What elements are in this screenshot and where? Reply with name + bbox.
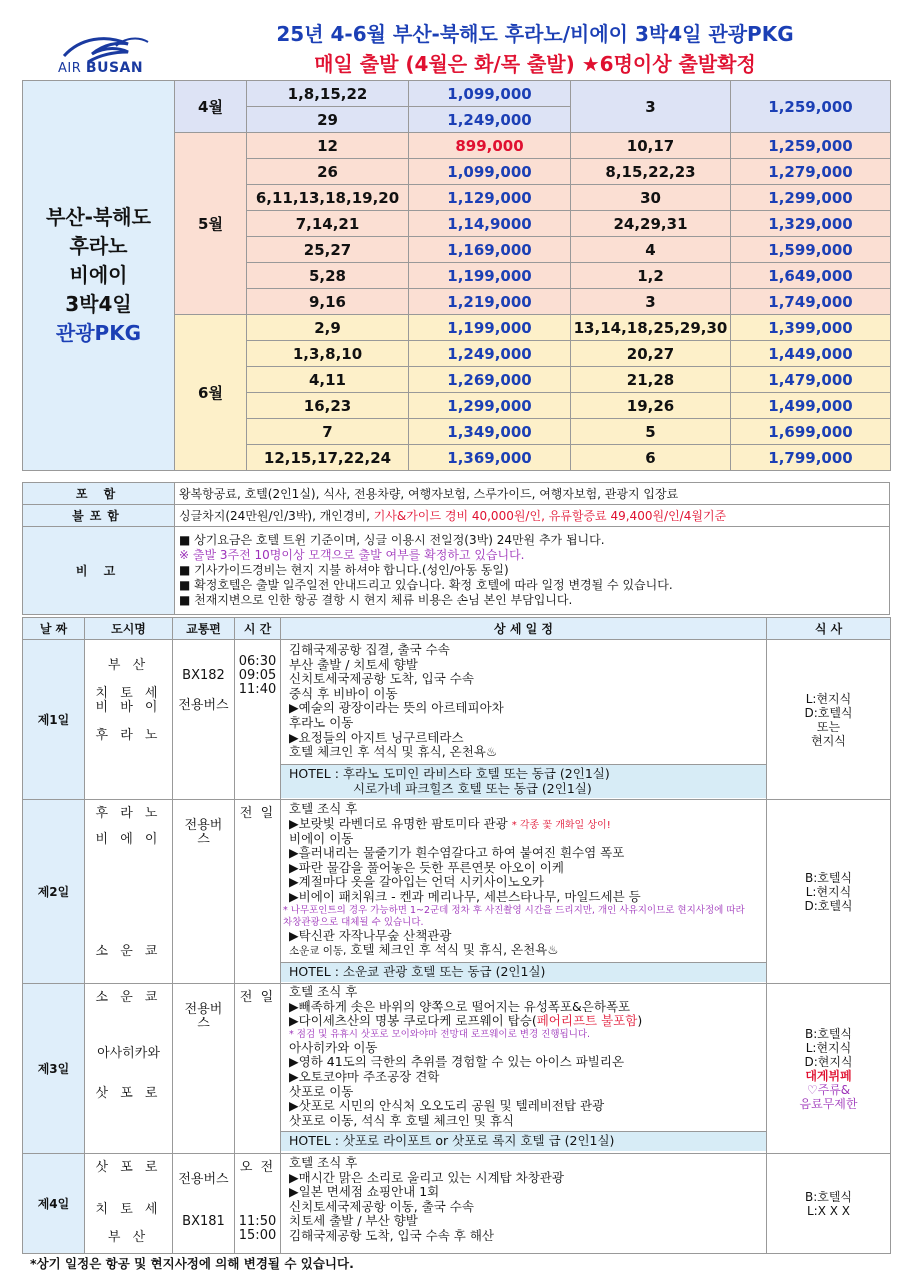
brand-busan: BUSAN — [85, 60, 144, 76]
cities: 삿 포 로 치 토 세 부 산 — [85, 1154, 173, 1254]
price: 1,259,000 — [731, 81, 891, 133]
departure-dates: 29 — [247, 107, 409, 133]
transport: 전용버 스 — [173, 984, 235, 1154]
departure-dates: 8,15,22,23 — [571, 159, 731, 185]
details: 김해국제공항 집결, 출국 수속 부산 출발 / 치토세 향발 신치토세국제공항 도착, 입국 수속 중식 후 비바이 이동 ▶예술의 광장이라는 뜻의 아르테피아차 후라노 이동 ▶요정들의 아지트 닝구르테라스 호텔 체크인 후 석식 및 휴식, 온천욕♨ HOTEL : 후라노 도미인 라비스타 호텔 또는 동급 (2인1실) 시로가네 파크힐즈 호텔 또는 동급 (2인1실) — [281, 640, 767, 800]
hotel-info: HOTEL : 삿포로 라이포트 or 삿포로 록지 호텔 급 (2인1실) — [281, 1131, 766, 1151]
price: 1,14,9000 — [409, 211, 571, 237]
col-details: 상 세 일 정 — [281, 618, 767, 640]
cities: 부 산 치 토 세 비 바 이 후 라 노 — [85, 640, 173, 800]
departure-dates: 3 — [571, 81, 731, 133]
details: 호텔 조식 후 ▶빼족하게 솟은 바위의 양쪽으로 떨어지는 유성폭포&은하폭포 ▶다이세츠산의 명봉 쿠로다케 로프웨이 탑승(페어리프트 불포함) * 점검 및 유휴시 삿포로 모이와야마 전망대 로프웨이로 변경 진행됩니다. 아사히카와 이동 ▶영하 41도의 극한의 추위를 경험할 수 있는 아이스 파빌리온 ▶오토코야마 주조공장 견학 삿포로 이동 ▶삿포로 시민의 안식처 오오도리 공원 및 텔레비전탑 관광 삿포로 이동, 석식 후 호텔 체크인 및 휴식 HOTEL : 삿포로 라이포트 or 삿포로 록지 호텔 급 (2인1실) — [281, 984, 767, 1154]
price: 1,129,000 — [409, 185, 571, 211]
exclude-label: 불포함 — [23, 505, 175, 527]
departure-dates: 1,3,8,10 — [247, 341, 409, 367]
departure-dates: 12 — [247, 133, 409, 159]
price: 1,169,000 — [409, 237, 571, 263]
price: 1,749,000 — [731, 289, 891, 315]
departure-dates: 26 — [247, 159, 409, 185]
departure-dates: 24,29,31 — [571, 211, 731, 237]
day-row — [23, 984, 891, 1154]
departure-dates: 21,28 — [571, 367, 731, 393]
meals: L:현지식 D:호텔식 또는 현지식 — [767, 640, 891, 800]
price-table — [22, 80, 891, 471]
price: 1,649,000 — [731, 263, 891, 289]
day-label: 제2일 — [23, 800, 85, 984]
col-city: 도시명 — [85, 618, 173, 640]
departure-dates: 1,8,15,22 — [247, 81, 409, 107]
departure-dates: 20,27 — [571, 341, 731, 367]
transport: 전용버 스 — [173, 800, 235, 984]
departure-dates: 30 — [571, 185, 731, 211]
departure-dates: 5 — [571, 419, 731, 445]
schedule-table — [22, 617, 891, 1254]
departure-dates: 16,23 — [247, 393, 409, 419]
footer-note: *상기 일정은 항공 및 현지사정에 의해 변경될 수 있습니다. — [30, 1256, 354, 1271]
price: 1,219,000 — [409, 289, 571, 315]
price: 1,449,000 — [731, 341, 891, 367]
air-busan-logo — [58, 32, 168, 78]
info-table — [22, 482, 890, 615]
details: 호텔 조식 후 ▶매시간 맑은 소리로 울리고 있는 시계탑 차창관광 ▶일본 면세점 쇼핑안내 1회 신치토세국제공항 이동, 출국 수속 치토세 출발 / 부산 향발 김해국제공항 도착, 입국 수속 후 해산 — [281, 1154, 767, 1254]
page-title: 25년 4-6월 부산-북해도 후라노/비에이 3박4일 관광PKG — [276, 22, 794, 46]
price: 1,399,000 — [731, 315, 891, 341]
header — [20, 14, 888, 80]
transport: 전용버스 BX181 — [173, 1154, 235, 1254]
price: 1,099,000 — [409, 159, 571, 185]
day-row — [23, 640, 891, 800]
price: 1,279,000 — [731, 159, 891, 185]
price: 1,369,000 — [409, 445, 571, 471]
price: 1,249,000 — [409, 107, 571, 133]
price: 1,499,000 — [731, 393, 891, 419]
hotel-info: HOTEL : 소운쿄 관광 호텔 또는 동급 (2인1실) — [281, 962, 766, 982]
col-date: 날 짜 — [23, 618, 85, 640]
departure-dates: 3 — [571, 289, 731, 315]
brand-air: AIR — [58, 61, 82, 76]
departure-dates: 4 — [571, 237, 731, 263]
price: 1,699,000 — [731, 419, 891, 445]
price: 1,249,000 — [409, 341, 571, 367]
col-time: 시 간 — [235, 618, 281, 640]
departure-dates: 25,27 — [247, 237, 409, 263]
include-text: 왕복항공료, 호텔(2인1실), 식사, 전용차량, 여행자보험, 스루가이드, 여행자보험, 관광지 입장료 — [175, 483, 890, 505]
price: 899,000 — [409, 133, 571, 159]
remark-label: 비 고 — [23, 527, 175, 615]
price: 1,299,000 — [731, 185, 891, 211]
cities: 소 운 쿄 아사히카와 삿 포 로 — [85, 984, 173, 1154]
price: 1,259,000 — [731, 133, 891, 159]
price: 1,799,000 — [731, 445, 891, 471]
price: 1,349,000 — [409, 419, 571, 445]
hotel-info: HOTEL : 후라노 도미인 라비스타 호텔 또는 동급 (2인1실) 시로가네 파크힐즈 호텔 또는 동급 (2인1실) — [281, 764, 766, 798]
departure-dates: 7,14,21 — [247, 211, 409, 237]
price: 1,299,000 — [409, 393, 571, 419]
month-label: 6월 — [175, 315, 247, 471]
transport: BX182 전용버스 — [173, 640, 235, 800]
page-subtitle: 매일 출발 (4월은 화/목 출발) ★6명이상 출발확정 — [314, 52, 756, 76]
price: 1,599,000 — [731, 237, 891, 263]
price: 1,269,000 — [409, 367, 571, 393]
day-label: 제1일 — [23, 640, 85, 800]
departure-dates: 6,11,13,18,19,20 — [247, 185, 409, 211]
exclude-text: 싱글차지(24만원/인/3박), 개인경비, 기사&가이드 경비 40,000원/인, 유류할증료 49,400원/인/4월기준 — [175, 505, 890, 527]
day-label: 제3일 — [23, 984, 85, 1154]
departure-dates: 2,9 — [247, 315, 409, 341]
times: 전 일 — [235, 984, 281, 1154]
include-label: 포 함 — [23, 483, 175, 505]
departure-dates: 1,2 — [571, 263, 731, 289]
departure-dates: 9,16 — [247, 289, 409, 315]
price: 1,099,000 — [409, 81, 571, 107]
month-label: 5월 — [175, 133, 247, 315]
price: 1,199,000 — [409, 263, 571, 289]
details: 호텔 조식 후 ▶보랏빛 라벤더로 유명한 팜토미타 관광 * 각종 꽃 개화일 상이! 비에이 이동 ▶흘러내리는 물줄기가 흰수염갈다고 하여 붙여진 흰수염 폭포 ▶파란 물감을 풀어놓은 듯한 푸른연못 아오이 이케 ▶계절마다 옷을 갈아입는 언덕 시키사이노오카 ▶비에이 패치워크 - 켄과 메리나무, 세븐스타나무, 마일드세븐 등 * 나무포인트의 경우 가능하면 1~2군데 정차 후 사진촬영 시간을 드리지만, 개인 사유지이므로 현지사정에 따라 차창관광으로 대체될 수 있습니다. ▶탁신관 자작나무숲 산책관광 소운쿄 이동, 호텔 체크인 후 석식 및 휴식, 온천욕♨ HOTEL : 소운쿄 관광 호텔 또는 동급 (2인1실) — [281, 800, 767, 984]
departure-dates: 7 — [247, 419, 409, 445]
day-row — [23, 1154, 891, 1254]
product-label: 부산-북해도 후라노 비에이 3박4일 관광PKG — [23, 81, 175, 471]
departure-dates: 6 — [571, 445, 731, 471]
cities: 후 라 노 비 에 이 소 운 쿄 — [85, 800, 173, 984]
day-label: 제4일 — [23, 1154, 85, 1254]
price: 1,199,000 — [409, 315, 571, 341]
month-label: 4월 — [175, 81, 247, 133]
meals: B:호텔식 L:현지식 D:호텔식 — [767, 800, 891, 984]
times: 전 일 — [235, 800, 281, 984]
departure-dates: 19,26 — [571, 393, 731, 419]
col-transport: 교통편 — [173, 618, 235, 640]
departure-dates: 13,14,18,25,29,30 — [571, 315, 731, 341]
departure-dates: 4,11 — [247, 367, 409, 393]
col-meals: 식 사 — [767, 618, 891, 640]
departure-dates: 10,17 — [571, 133, 731, 159]
departure-dates: 5,28 — [247, 263, 409, 289]
price: 1,329,000 — [731, 211, 891, 237]
price-row — [23, 81, 891, 107]
departure-dates: 12,15,17,22,24 — [247, 445, 409, 471]
times: 오 전 11:50 15:00 — [235, 1154, 281, 1254]
price: 1,479,000 — [731, 367, 891, 393]
remarks: ■ 상기요금은 호텔 트윈 기준이며, 싱글 이용시 전일정(3박) 24만원 추가 됩니다. ※ 출발 3주전 10명이상 모객으로 출발 여부를 확정하고 있습니다. ■ 기사가이드경비는 현지 지불 하셔야 합니다.(성인/아동 동일) ■ 확정호텔은 출발 일주일전 안내드리고 있습니다. 확정 호텔에 따라 일정 변경될 수 있습니다. ■ 천재지변으로 인한 항공 결항 시 현지 체류 비용은 손님 본인 부담입니다. — [175, 527, 890, 615]
meals: B:호텔식 L:현지식 D:현지식 대게뷔페 ♡주류& 음료무제한 — [767, 984, 891, 1154]
bird-logo-icon — [58, 32, 158, 62]
meals: B:호텔식 L:X X X — [767, 1154, 891, 1254]
times: 06:30 09:05 11:40 — [235, 640, 281, 800]
day-row — [23, 800, 891, 984]
